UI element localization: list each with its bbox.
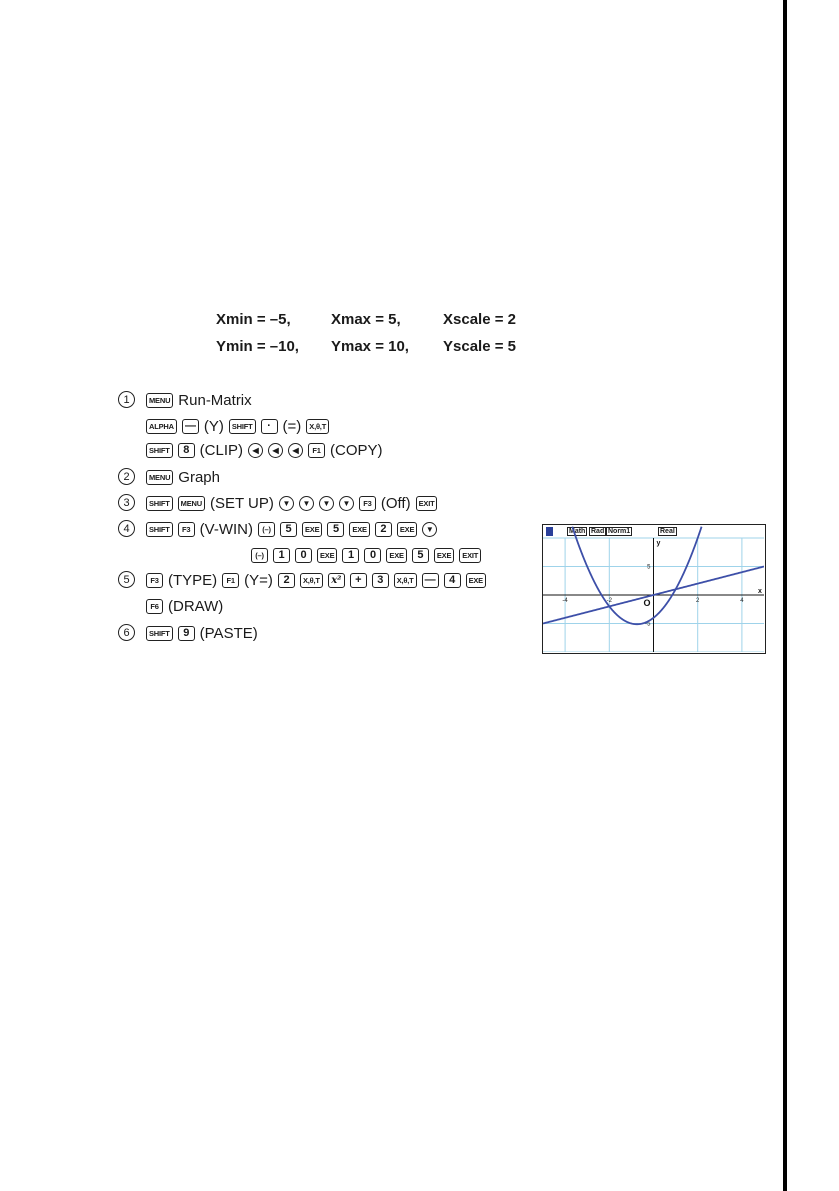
key-f3-icon: F3 bbox=[359, 496, 376, 511]
step-text: (DRAW) bbox=[168, 597, 224, 615]
key---icon: + bbox=[350, 573, 367, 588]
step-line bbox=[146, 570, 491, 590]
x-tick-label: -2 bbox=[606, 598, 612, 604]
window-setting-value: Yscale = 5 bbox=[443, 338, 516, 355]
step-text: (SET UP) bbox=[209, 494, 274, 512]
step-line bbox=[146, 623, 263, 643]
key-f1-icon: F1 bbox=[308, 443, 325, 458]
key---icon: — bbox=[422, 573, 439, 588]
cursor-down-key-icon: ▼ bbox=[299, 496, 314, 511]
step-line bbox=[146, 467, 225, 487]
key-0-icon: 0 bbox=[364, 548, 381, 563]
key---icon: (–) bbox=[258, 522, 275, 537]
step-text: (Y=) bbox=[244, 571, 273, 589]
cursor-down-key-icon: ▼ bbox=[319, 496, 334, 511]
key-f6-icon: F6 bbox=[146, 599, 163, 614]
key-x--icon: x² bbox=[328, 573, 345, 588]
key-exe-icon: EXE bbox=[434, 548, 454, 563]
step-text: (=) bbox=[282, 417, 302, 435]
key-exit-icon: EXIT bbox=[416, 496, 438, 511]
key-1-icon: 1 bbox=[273, 548, 290, 563]
step-line bbox=[146, 519, 442, 539]
cursor-down-key-icon: ▼ bbox=[279, 496, 294, 511]
key---icon: · bbox=[261, 419, 278, 434]
key-3-icon: 3 bbox=[372, 573, 389, 588]
key-x-t-icon: X,θ,T bbox=[394, 573, 417, 588]
status-badge-math: Math bbox=[569, 528, 586, 535]
y-tick-label: -5 bbox=[645, 621, 651, 628]
key-exe-icon: EXE bbox=[317, 548, 337, 563]
status-badge-display: Norm1 bbox=[608, 528, 631, 535]
x-tick-label: -4 bbox=[562, 598, 568, 604]
step-line bbox=[146, 416, 334, 436]
step-line bbox=[146, 493, 442, 513]
key-shift-icon: SHIFT bbox=[146, 496, 173, 511]
key-exe-icon: EXE bbox=[466, 573, 486, 588]
key-x-t-icon: X,θ,T bbox=[306, 419, 329, 434]
window-setting-value: Ymin = –10, bbox=[216, 338, 299, 355]
key-0-icon: 0 bbox=[295, 548, 312, 563]
step-line bbox=[146, 440, 388, 460]
key---icon: (–) bbox=[251, 548, 268, 563]
step-number: 5 bbox=[118, 571, 135, 588]
key-9-icon: 9 bbox=[178, 626, 195, 641]
key-menu-icon: MENU bbox=[178, 496, 205, 511]
step-number: 1 bbox=[118, 391, 135, 408]
key-shift-icon: SHIFT bbox=[146, 443, 173, 458]
key-4-icon: 4 bbox=[444, 573, 461, 588]
status-badge-complex: Real bbox=[660, 528, 675, 535]
cursor-down-key-icon: ▼ bbox=[422, 522, 437, 537]
step-text: (COPY) bbox=[330, 441, 383, 459]
key-x-t-icon: X,θ,T bbox=[300, 573, 323, 588]
page-edge-bar bbox=[783, 0, 787, 1191]
key-exe-icon: EXE bbox=[302, 522, 322, 537]
key-shift-icon: SHIFT bbox=[229, 419, 256, 434]
step-text: (CLIP) bbox=[199, 441, 244, 459]
origin-label: O bbox=[643, 598, 651, 608]
key-1-icon: 1 bbox=[342, 548, 359, 563]
key-alpha-icon: ALPHA bbox=[146, 419, 177, 434]
x-tick-label: 4 bbox=[740, 598, 744, 604]
y-tick-label: 5 bbox=[647, 564, 651, 571]
key-exe-icon: EXE bbox=[349, 522, 369, 537]
step-number: 4 bbox=[118, 520, 135, 537]
graph-plot bbox=[543, 525, 764, 652]
step-text: (V-WIN) bbox=[199, 520, 253, 538]
y-axis-label: y bbox=[656, 540, 661, 547]
window-setting-value: Xmin = –5, bbox=[216, 311, 291, 328]
key-2-icon: 2 bbox=[278, 573, 295, 588]
step-text: (PASTE) bbox=[199, 624, 258, 642]
key-f1-icon: F1 bbox=[222, 573, 239, 588]
window-setting-value: Ymax = 10, bbox=[331, 338, 409, 355]
step-line bbox=[146, 390, 257, 410]
key-5-icon: 5 bbox=[412, 548, 429, 563]
key-f3-icon: F3 bbox=[178, 522, 195, 537]
step-text: Graph bbox=[178, 468, 220, 486]
key-shift-icon: SHIFT bbox=[146, 626, 173, 641]
key-f3-icon: F3 bbox=[146, 573, 163, 588]
cursor-left-key-icon: ◀ bbox=[248, 443, 263, 458]
key-exe-icon: EXE bbox=[397, 522, 417, 537]
key-menu-icon: MENU bbox=[146, 393, 173, 408]
cursor-left-key-icon: ◀ bbox=[288, 443, 303, 458]
x-tick-label: 2 bbox=[696, 598, 700, 604]
step-line bbox=[146, 545, 486, 565]
step-number: 6 bbox=[118, 624, 135, 641]
key-exe-icon: EXE bbox=[386, 548, 406, 563]
key-2-icon: 2 bbox=[375, 522, 392, 537]
key-5-icon: 5 bbox=[327, 522, 344, 537]
step-text: (Off) bbox=[380, 494, 411, 512]
calculator-graph-screen bbox=[542, 524, 766, 654]
window-setting-value: Xmax = 5, bbox=[331, 311, 401, 328]
step-text: Run-Matrix bbox=[178, 391, 252, 409]
step-text: (Y) bbox=[203, 417, 224, 435]
cursor-left-key-icon: ◀ bbox=[268, 443, 283, 458]
step-line bbox=[146, 596, 228, 616]
series-parabola bbox=[572, 527, 701, 625]
window-setting-value: Xscale = 2 bbox=[443, 311, 516, 328]
key-5-icon: 5 bbox=[280, 522, 297, 537]
status-badge-angle: Rad bbox=[591, 528, 605, 535]
step-number: 3 bbox=[118, 494, 135, 511]
key-exit-icon: EXIT bbox=[459, 548, 481, 563]
x-axis-label: x bbox=[758, 588, 762, 595]
key-8-icon: 8 bbox=[178, 443, 195, 458]
step-number: 2 bbox=[118, 468, 135, 485]
key-shift-icon: SHIFT bbox=[146, 522, 173, 537]
cursor-down-key-icon: ▼ bbox=[339, 496, 354, 511]
step-text: (TYPE) bbox=[168, 571, 218, 589]
key---icon: — bbox=[182, 419, 199, 434]
key-menu-icon: MENU bbox=[146, 470, 173, 485]
